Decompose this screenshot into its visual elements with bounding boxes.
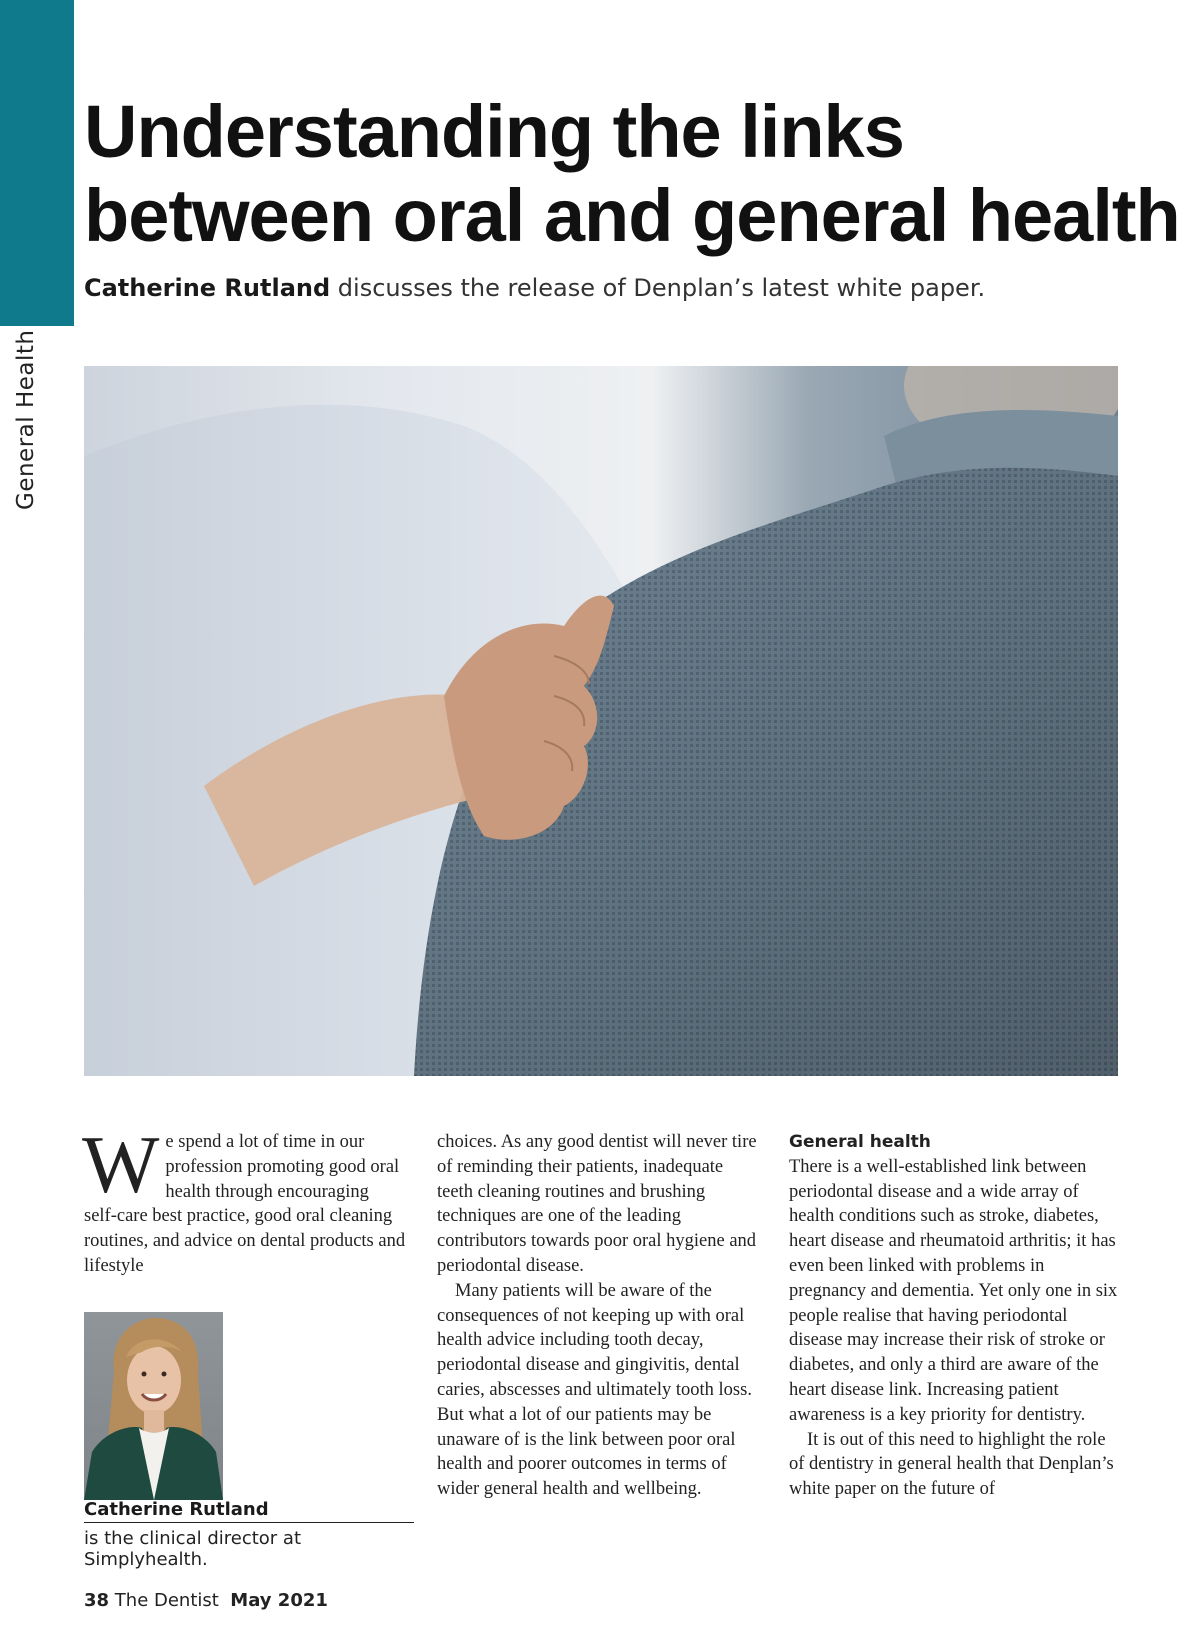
author-photo	[84, 1312, 223, 1500]
standfirst-author: Catherine Rutland	[84, 274, 331, 302]
drop-cap: W	[82, 1119, 160, 1210]
author-portrait-illustration	[84, 1312, 223, 1500]
col3-paragraph-1: There is a well-established link between periodontal disease and a wide array of health conditions such as stroke, diabetes, heart disease and rheumatoid arthritis; it has even been linked with problems in pregnancy and dementia. Yet only one in six people realise that having periodontal disease may increase their risk of stroke or diabetes, and only a third are aware of the heart disease link. Increasing patient awareness is a key priority for dentistry.	[789, 1156, 1118, 1425]
issue-date: May 2021	[230, 1590, 328, 1611]
publication-name: The Dentist	[114, 1590, 219, 1611]
standfirst-text: discusses the release of Denplan’s latest white paper.	[330, 274, 986, 302]
body-column-3	[789, 1130, 1119, 1502]
section-color-bar	[0, 0, 74, 326]
section-label: General Health	[13, 329, 39, 510]
page-number: 38	[84, 1590, 110, 1611]
standfirst	[84, 274, 985, 302]
col3-paragraph-2: It is out of this need to highlight the role of dentistry in general health that Denplan’s white paper on the future of	[789, 1429, 1114, 1500]
body-column-2	[437, 1130, 759, 1502]
col1-text: e spend a lot of time in our profession promoting good oral health through encouraging self-care best practice, good oral cleaning routines, and advice on dental products and lifestyle	[84, 1132, 406, 1276]
bio-role: is the clinical director at Simplyhealth.	[84, 1528, 302, 1570]
col2-paragraph-2: Many patients will be aware of the consequences of not keeping up with oral health advice including tooth decay, periodontal disease and gingivitis, dental caries, abscesses and ultimately tooth loss. But what a lot of our patients may be unaware of is the link between poor oral health and poorer outcomes in terms of wider general health and wellbeing.	[437, 1280, 752, 1500]
hero-photo	[84, 366, 1118, 1076]
col2-paragraph-1: choices. As any good dentist will never tire of reminding their patients, inadequate teeth cleaning routines and brushing techniques are one of the leading contributors towards poor oral hygiene and periodontal disease.	[437, 1132, 757, 1276]
body-column-1	[82, 1119, 406, 1279]
page-footer	[84, 1590, 328, 1611]
subheading-general-health: General health	[789, 1132, 931, 1152]
bio-name: Catherine Rutland	[84, 1499, 414, 1523]
article-title: Understanding the links between oral and general health	[84, 90, 1180, 257]
hero-illustration	[84, 366, 1118, 1076]
